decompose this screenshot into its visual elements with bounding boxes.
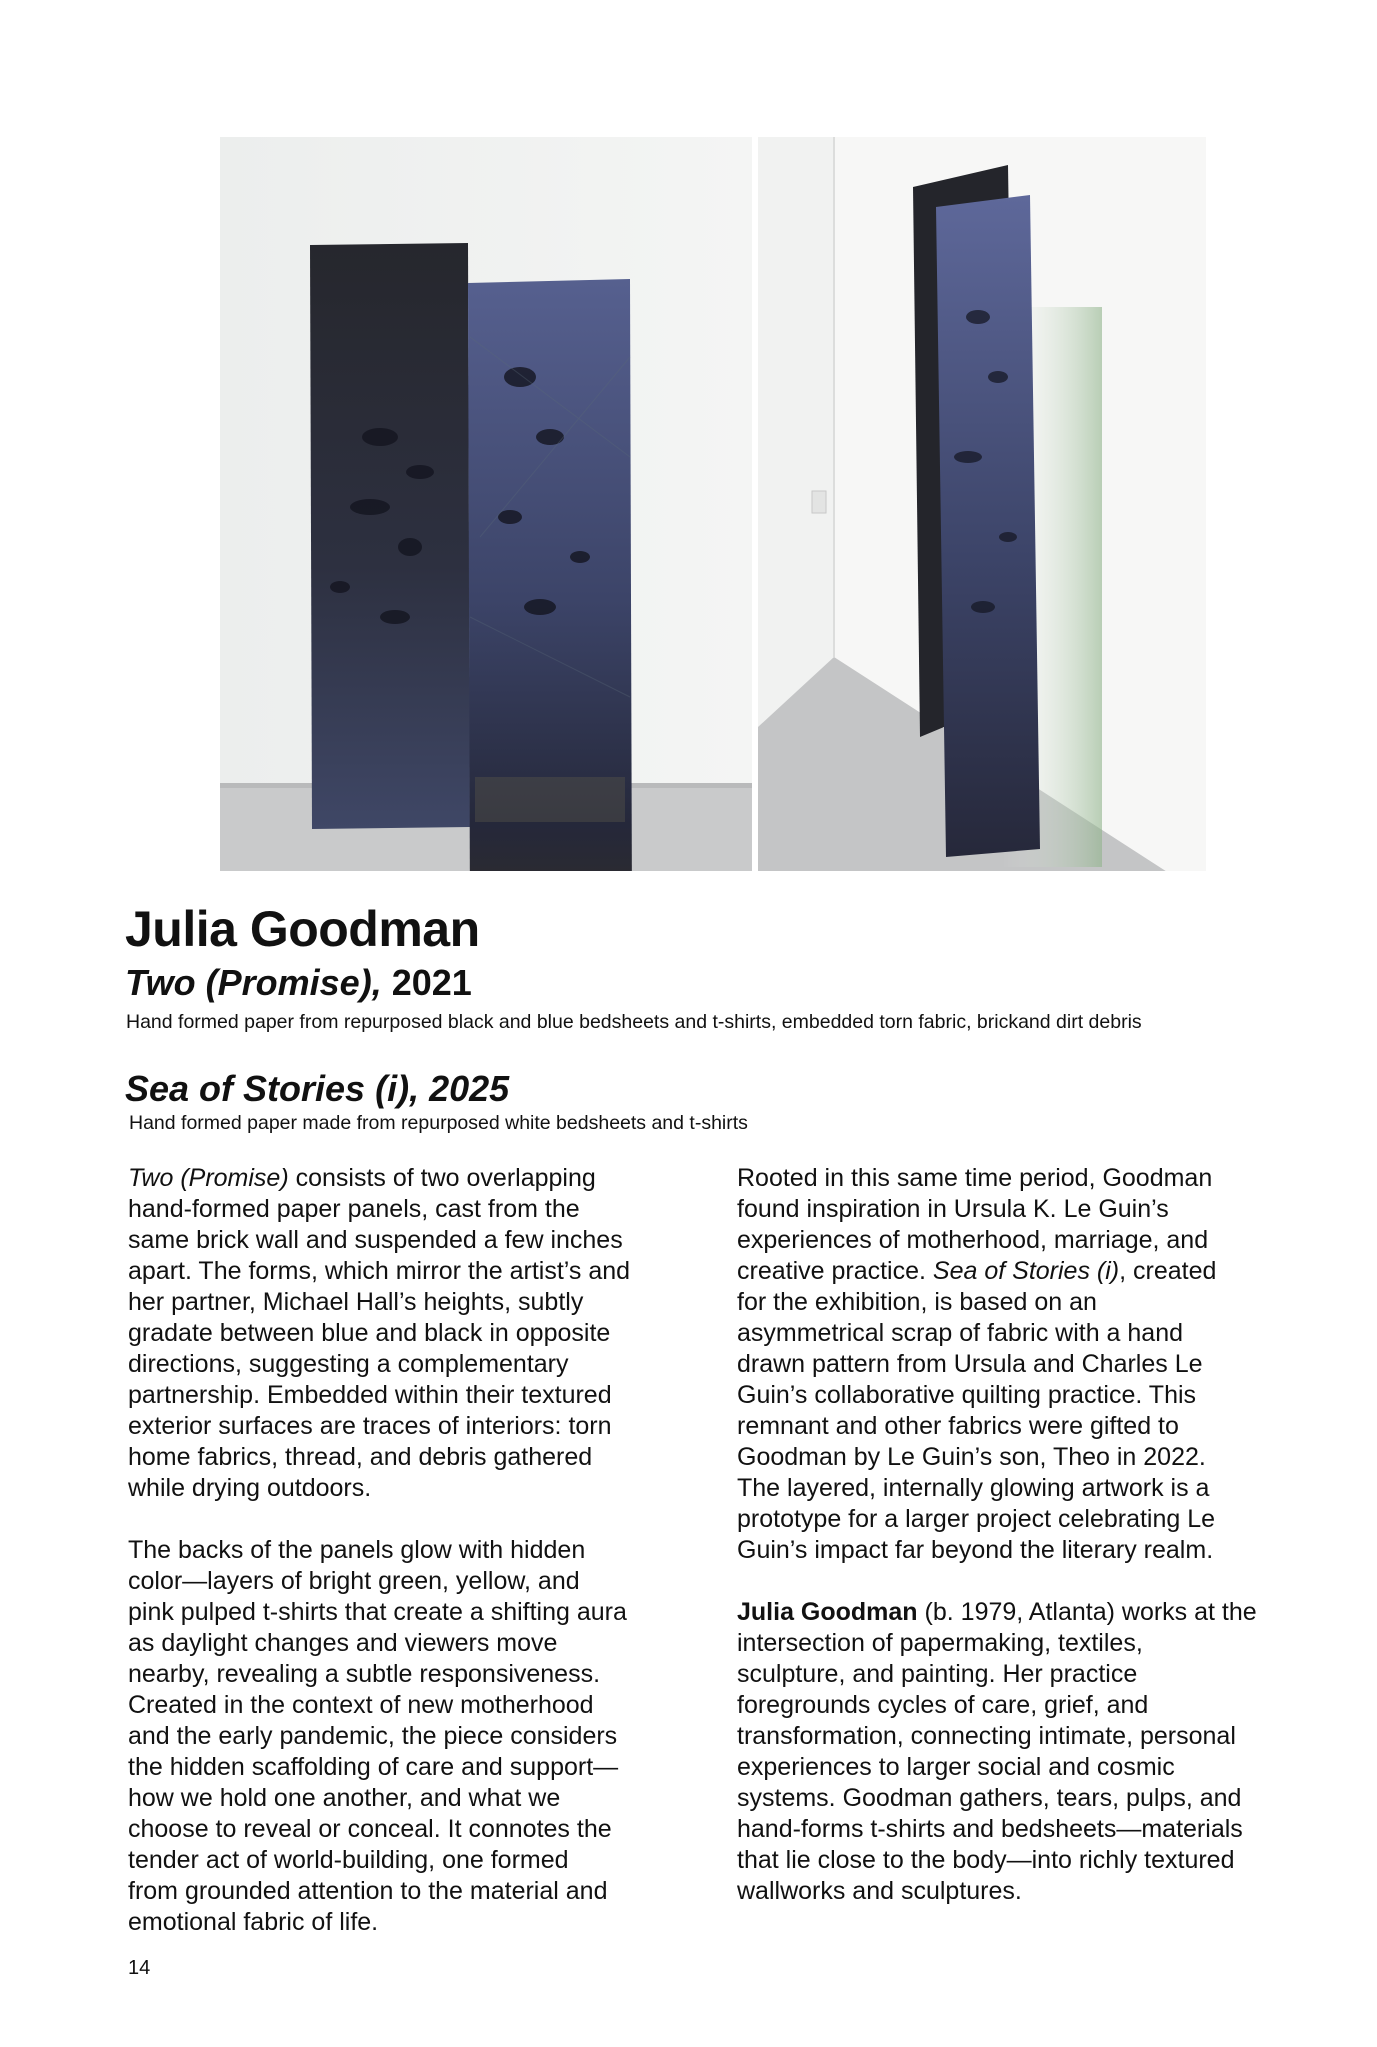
text-line: how we hold one another, and what we xyxy=(128,1784,561,1812)
text-fragment: (b. 1979, Atlanta) works at the xyxy=(917,1598,1257,1626)
text-line: while drying outdoors. xyxy=(128,1474,372,1502)
text-line: the hidden scaffolding of care and support— xyxy=(128,1753,619,1781)
work-title xyxy=(125,962,472,1004)
text-line: remnant and other fabrics were gifted to xyxy=(737,1412,1179,1440)
text-line: and the early pandemic, the piece considers xyxy=(128,1722,618,1750)
text-line: Created in the context of new motherhood xyxy=(128,1691,594,1719)
text-line: transformation, connecting intimate, personal xyxy=(737,1722,1236,1750)
text-fragment: creative practice. xyxy=(737,1257,933,1285)
text-line: Guin’s collaborative quilting practice. This xyxy=(737,1381,1197,1409)
work-year: 2021 xyxy=(391,962,472,1003)
text-line: emotional fabric of life. xyxy=(128,1908,379,1936)
artwork-side-illustration xyxy=(758,137,1206,871)
artwork-front-illustration xyxy=(220,137,752,871)
text-line: The layered, internally glowing artwork is a xyxy=(737,1474,1210,1502)
text-line: for the exhibition, is based on an xyxy=(737,1288,1097,1316)
paragraph xyxy=(128,1535,728,1938)
body-column-right xyxy=(737,1163,1337,1938)
text-line: pink pulped t-shirts that create a shifting aura xyxy=(128,1598,627,1626)
text-line: partnership. Embedded within their textured xyxy=(128,1381,612,1409)
text-line: her partner, Michael Hall’s heights, subtly xyxy=(128,1288,584,1316)
artist-name-inline: Julia Goodman xyxy=(737,1598,918,1626)
text-line: Guin’s impact far beyond the literary realm. xyxy=(737,1536,1214,1564)
artwork-photo-front xyxy=(220,137,752,871)
text-line: The backs of the panels glow with hidden xyxy=(128,1536,586,1564)
text-line: wallworks and sculptures. xyxy=(737,1877,1022,1905)
text-line: experiences of motherhood, marriage, and xyxy=(737,1226,1209,1254)
text-line: choose to reveal or conceal. It connotes the xyxy=(128,1815,612,1843)
text-line xyxy=(128,1163,728,1194)
text-line: apart. The forms, which mirror the artist’s and xyxy=(128,1257,631,1285)
text-line: as daylight changes and viewers move xyxy=(128,1629,558,1657)
text-line: from grounded attention to the material and xyxy=(128,1877,608,1905)
text-line: that lie close to the body—into richly textured xyxy=(737,1846,1235,1874)
text-line: Goodman by Le Guin’s son, Theo in 2022. xyxy=(737,1443,1206,1471)
text-fragment: , created xyxy=(1119,1257,1217,1285)
text-line: gradate between blue and black in opposite xyxy=(128,1319,611,1347)
text-line: directions, suggesting a complementary xyxy=(128,1350,569,1378)
artwork-title-inline: Sea of Stories (i) xyxy=(932,1257,1120,1285)
text-line: hand-forms t-shirts and bedsheets—materials xyxy=(737,1815,1243,1843)
text-line: systems. Goodman gathers, tears, pulps, and xyxy=(737,1784,1242,1812)
text-line: intersection of papermaking, textiles, xyxy=(737,1629,1143,1657)
page-number: 14 xyxy=(128,1957,151,1979)
text-line xyxy=(737,1256,1337,1287)
artist-name: Julia Goodman xyxy=(125,901,480,957)
work-title: Sea of Stories (i), 2025 xyxy=(125,1068,510,1109)
text-line: tender act of world-building, one formed xyxy=(128,1846,569,1874)
text-line xyxy=(737,1597,1337,1628)
paragraph xyxy=(737,1597,1337,1907)
work-medium xyxy=(126,1012,1246,1032)
text-line: home fabrics, thread, and debris gathered xyxy=(128,1443,593,1471)
text-line: drawn pattern from Ursula and Charles Le xyxy=(737,1350,1203,1378)
text-line: nearby, revealing a subtle responsiveness. xyxy=(128,1660,601,1688)
text-line: exterior surfaces are traces of interiors: torn xyxy=(128,1412,612,1440)
text-line: found inspiration in Ursula K. Le Guin’s xyxy=(737,1195,1169,1223)
work-medium: Hand formed paper made from repurposed white bedsheets and t-shirts xyxy=(129,1112,748,1134)
paragraph xyxy=(128,1163,728,1504)
text-line: sculpture, and painting. Her practice xyxy=(737,1660,1138,1688)
text-line: experiences to larger social and cosmic xyxy=(737,1753,1175,1781)
medium-line: Hand formed paper from repurposed black and blue bedsheets and t-shirts, embedded torn fabric, brick xyxy=(126,1011,1019,1033)
artwork-photo-side xyxy=(758,137,1206,871)
artwork-title-inline: Two (Promise) xyxy=(128,1164,289,1192)
body-column-left xyxy=(128,1163,728,1969)
text-line: hand-formed paper panels, cast from the xyxy=(128,1195,580,1223)
work-title-text: Two (Promise), xyxy=(125,962,382,1003)
text-line-rest: consists of two overlapping xyxy=(288,1164,596,1192)
text-line: asymmetrical scrap of fabric with a hand xyxy=(737,1319,1184,1347)
text-line: foregrounds cycles of care, grief, and xyxy=(737,1691,1149,1719)
text-line: Rooted in this same time period, Goodman xyxy=(737,1164,1213,1192)
text-line: prototype for a larger project celebrating Le xyxy=(737,1505,1216,1533)
medium-line: and dirt debris xyxy=(1018,1011,1142,1033)
text-line: color—layers of bright green, yellow, and xyxy=(128,1567,580,1595)
paragraph xyxy=(737,1163,1337,1566)
text-line: same brick wall and suspended a few inches xyxy=(128,1226,623,1254)
